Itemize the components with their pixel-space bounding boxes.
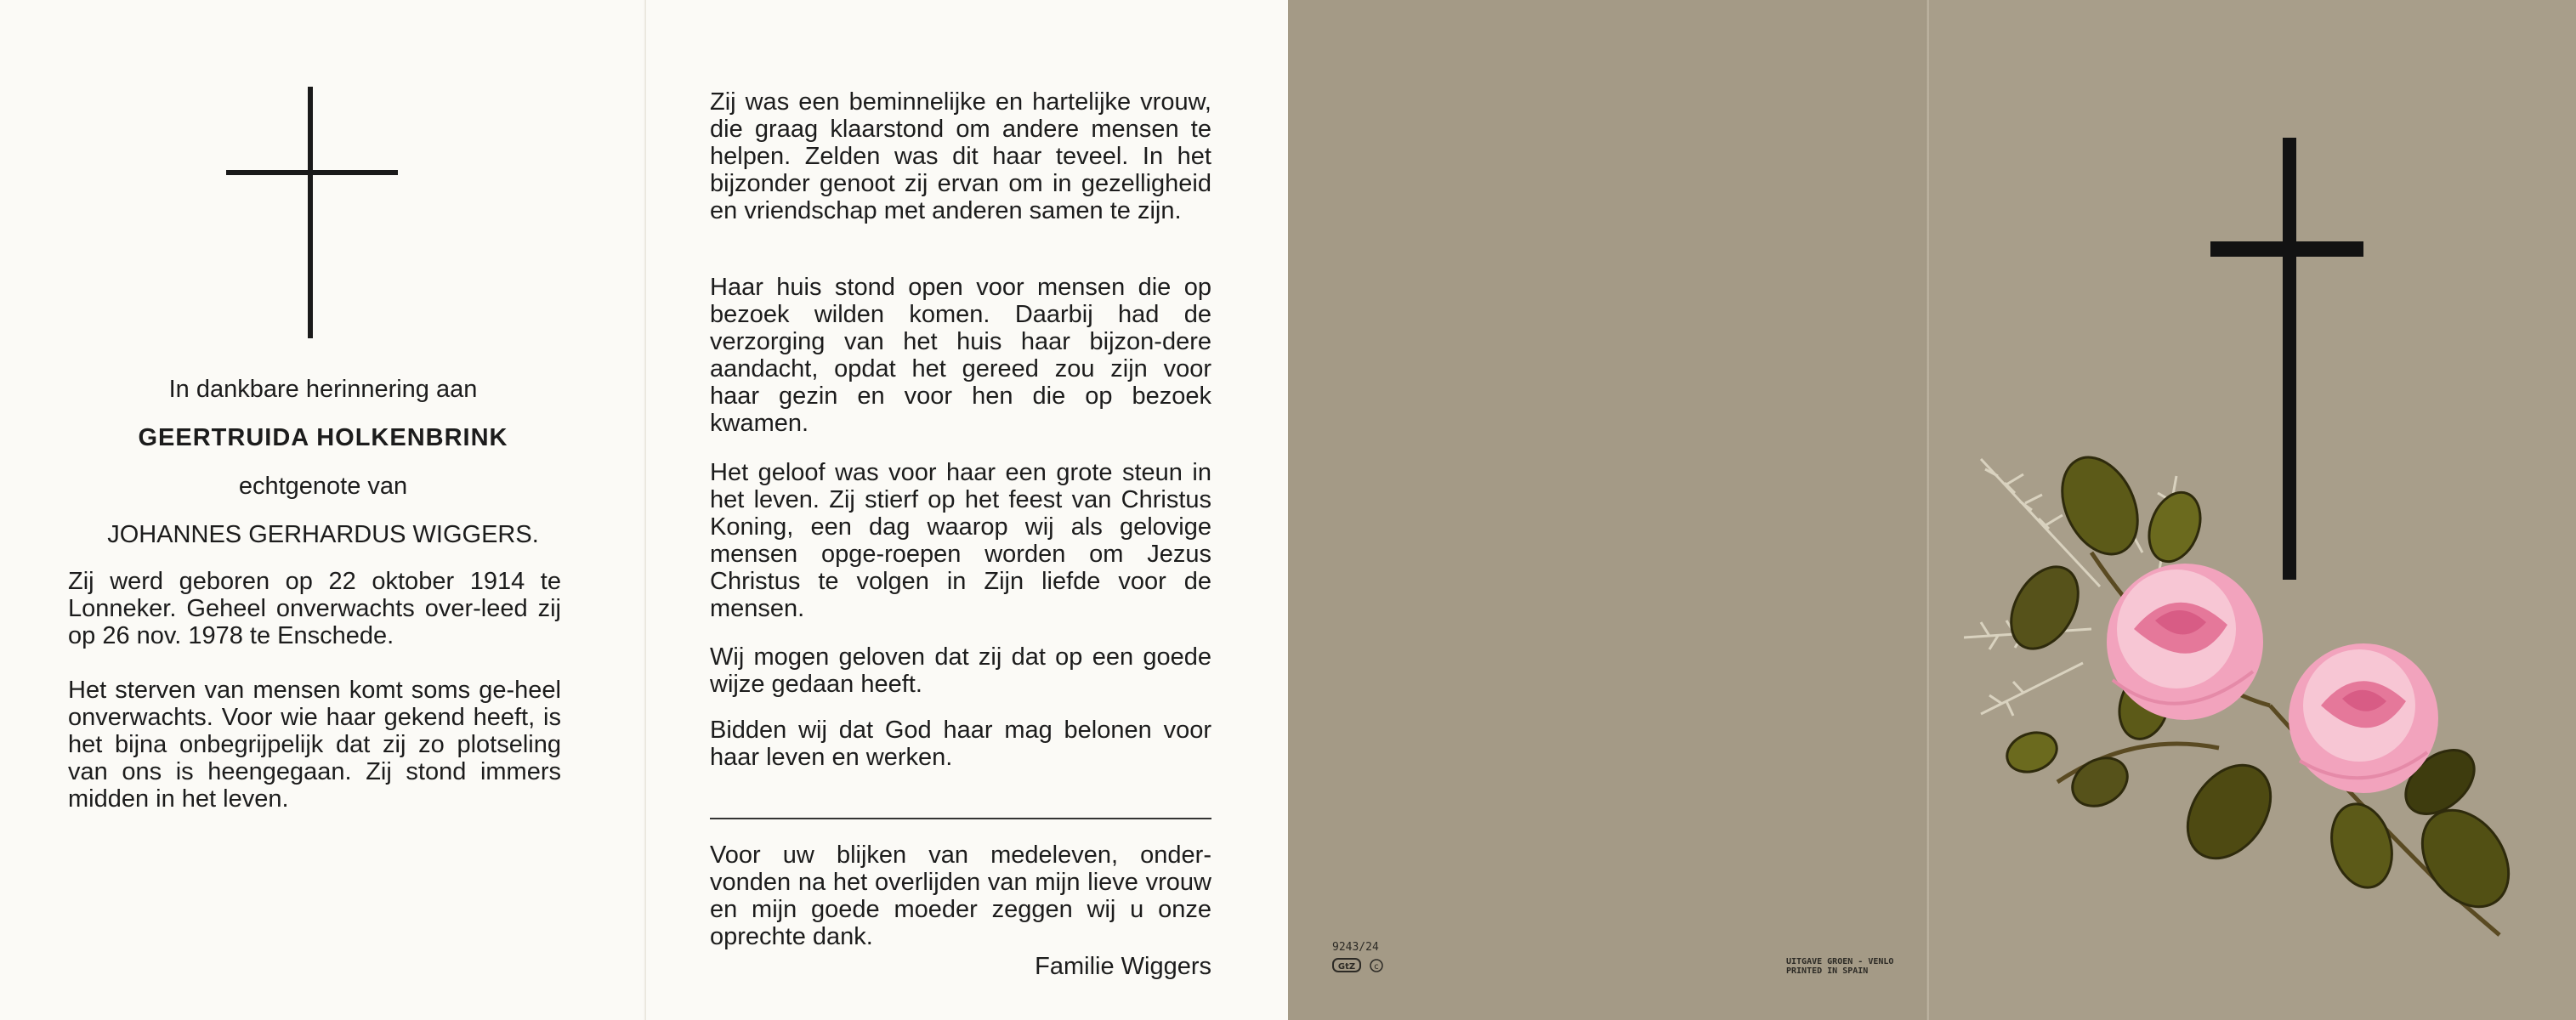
dedication-line: In dankbare herinnering aan <box>168 376 478 403</box>
rose-bouquet-illustration <box>1964 425 2576 952</box>
cross-icon <box>223 87 401 342</box>
svg-text:c: c <box>1374 962 1379 972</box>
deceased-name: GEERTRUIDA HOLKENBRINK <box>138 424 508 451</box>
copyright-mark-icon <box>1332 957 1392 974</box>
inner-left-panel <box>0 0 646 1020</box>
back-cover-panel <box>1288 0 1930 1020</box>
faith-paragraph: Het geloof was voor haar een grote steun in het leven. Zij stierf op het feest van Christus Koning, een dag waarop wij als gelovige mensen opge-roepen worden om Jezus Christus te volgen in Zijn liefde voor de mensen. <box>710 459 1211 622</box>
inner-right-panel <box>646 0 1288 1020</box>
relation-line: echtgenote van <box>238 473 408 500</box>
prayer-paragraph: Bidden wij dat God haar mag belonen voor haar leven en werken. <box>710 717 1211 771</box>
memorial-paragraph: Het sterven van mensen komt soms ge-heel onverwachts. Voor wie haar gekend heeft, is het bijna onbegrijpelijk dat zij zo plotseling van ons is heengegaan. Zij stond immers midden in het leven. <box>68 677 561 813</box>
home-paragraph: Haar huis stond open voor mensen die op bezoek wilden komen. Daarbij had de verzorging van het huis haar bijzon-dere aandacht, opdat het gereed zou zijn voor haar gezin en voor hen die op bezoek kwamen. <box>710 274 1211 437</box>
publisher-imprint: UITGAVE GROEN - VENLO PRINTED IN SPAIN <box>1786 957 1894 976</box>
spouse-name: JOHANNES GERHARDUS WIGGERS. <box>107 521 539 548</box>
card-code: 9243/24 <box>1332 941 1379 954</box>
birth-death-paragraph: Zij werd geboren op 22 oktober 1914 te Lonneker. Geheel onverwachts over-leed zij op 26 nov. 1978 te Enschede. <box>68 568 561 649</box>
dedication-block <box>51 376 595 570</box>
divider <box>710 818 1211 819</box>
goodness-paragraph: Wij mogen geloven dat zij dat op een goede wijze gedaan heeft. <box>710 643 1211 698</box>
svg-text:GtZ: GtZ <box>1337 962 1356 972</box>
character-paragraph: Zij was een beminnelijke en hartelijke vrouw, die graag klaarstond om andere mensen te helpen. Zelden was dit haar teveel. In het bijzonder genoot zij ervan om in gezelligheid en vriendschap met anderen samen te zijn. <box>710 88 1211 224</box>
front-cover-panel <box>1930 0 2576 1020</box>
thanks-paragraph: Voor uw blijken van medeleven, onder-vonden na het overlijden van mijn lieve vrouw en mijn goede moeder zeggen wij u onze oprechte dank. <box>710 842 1211 950</box>
family-signature: Familie Wiggers <box>1035 953 1211 980</box>
